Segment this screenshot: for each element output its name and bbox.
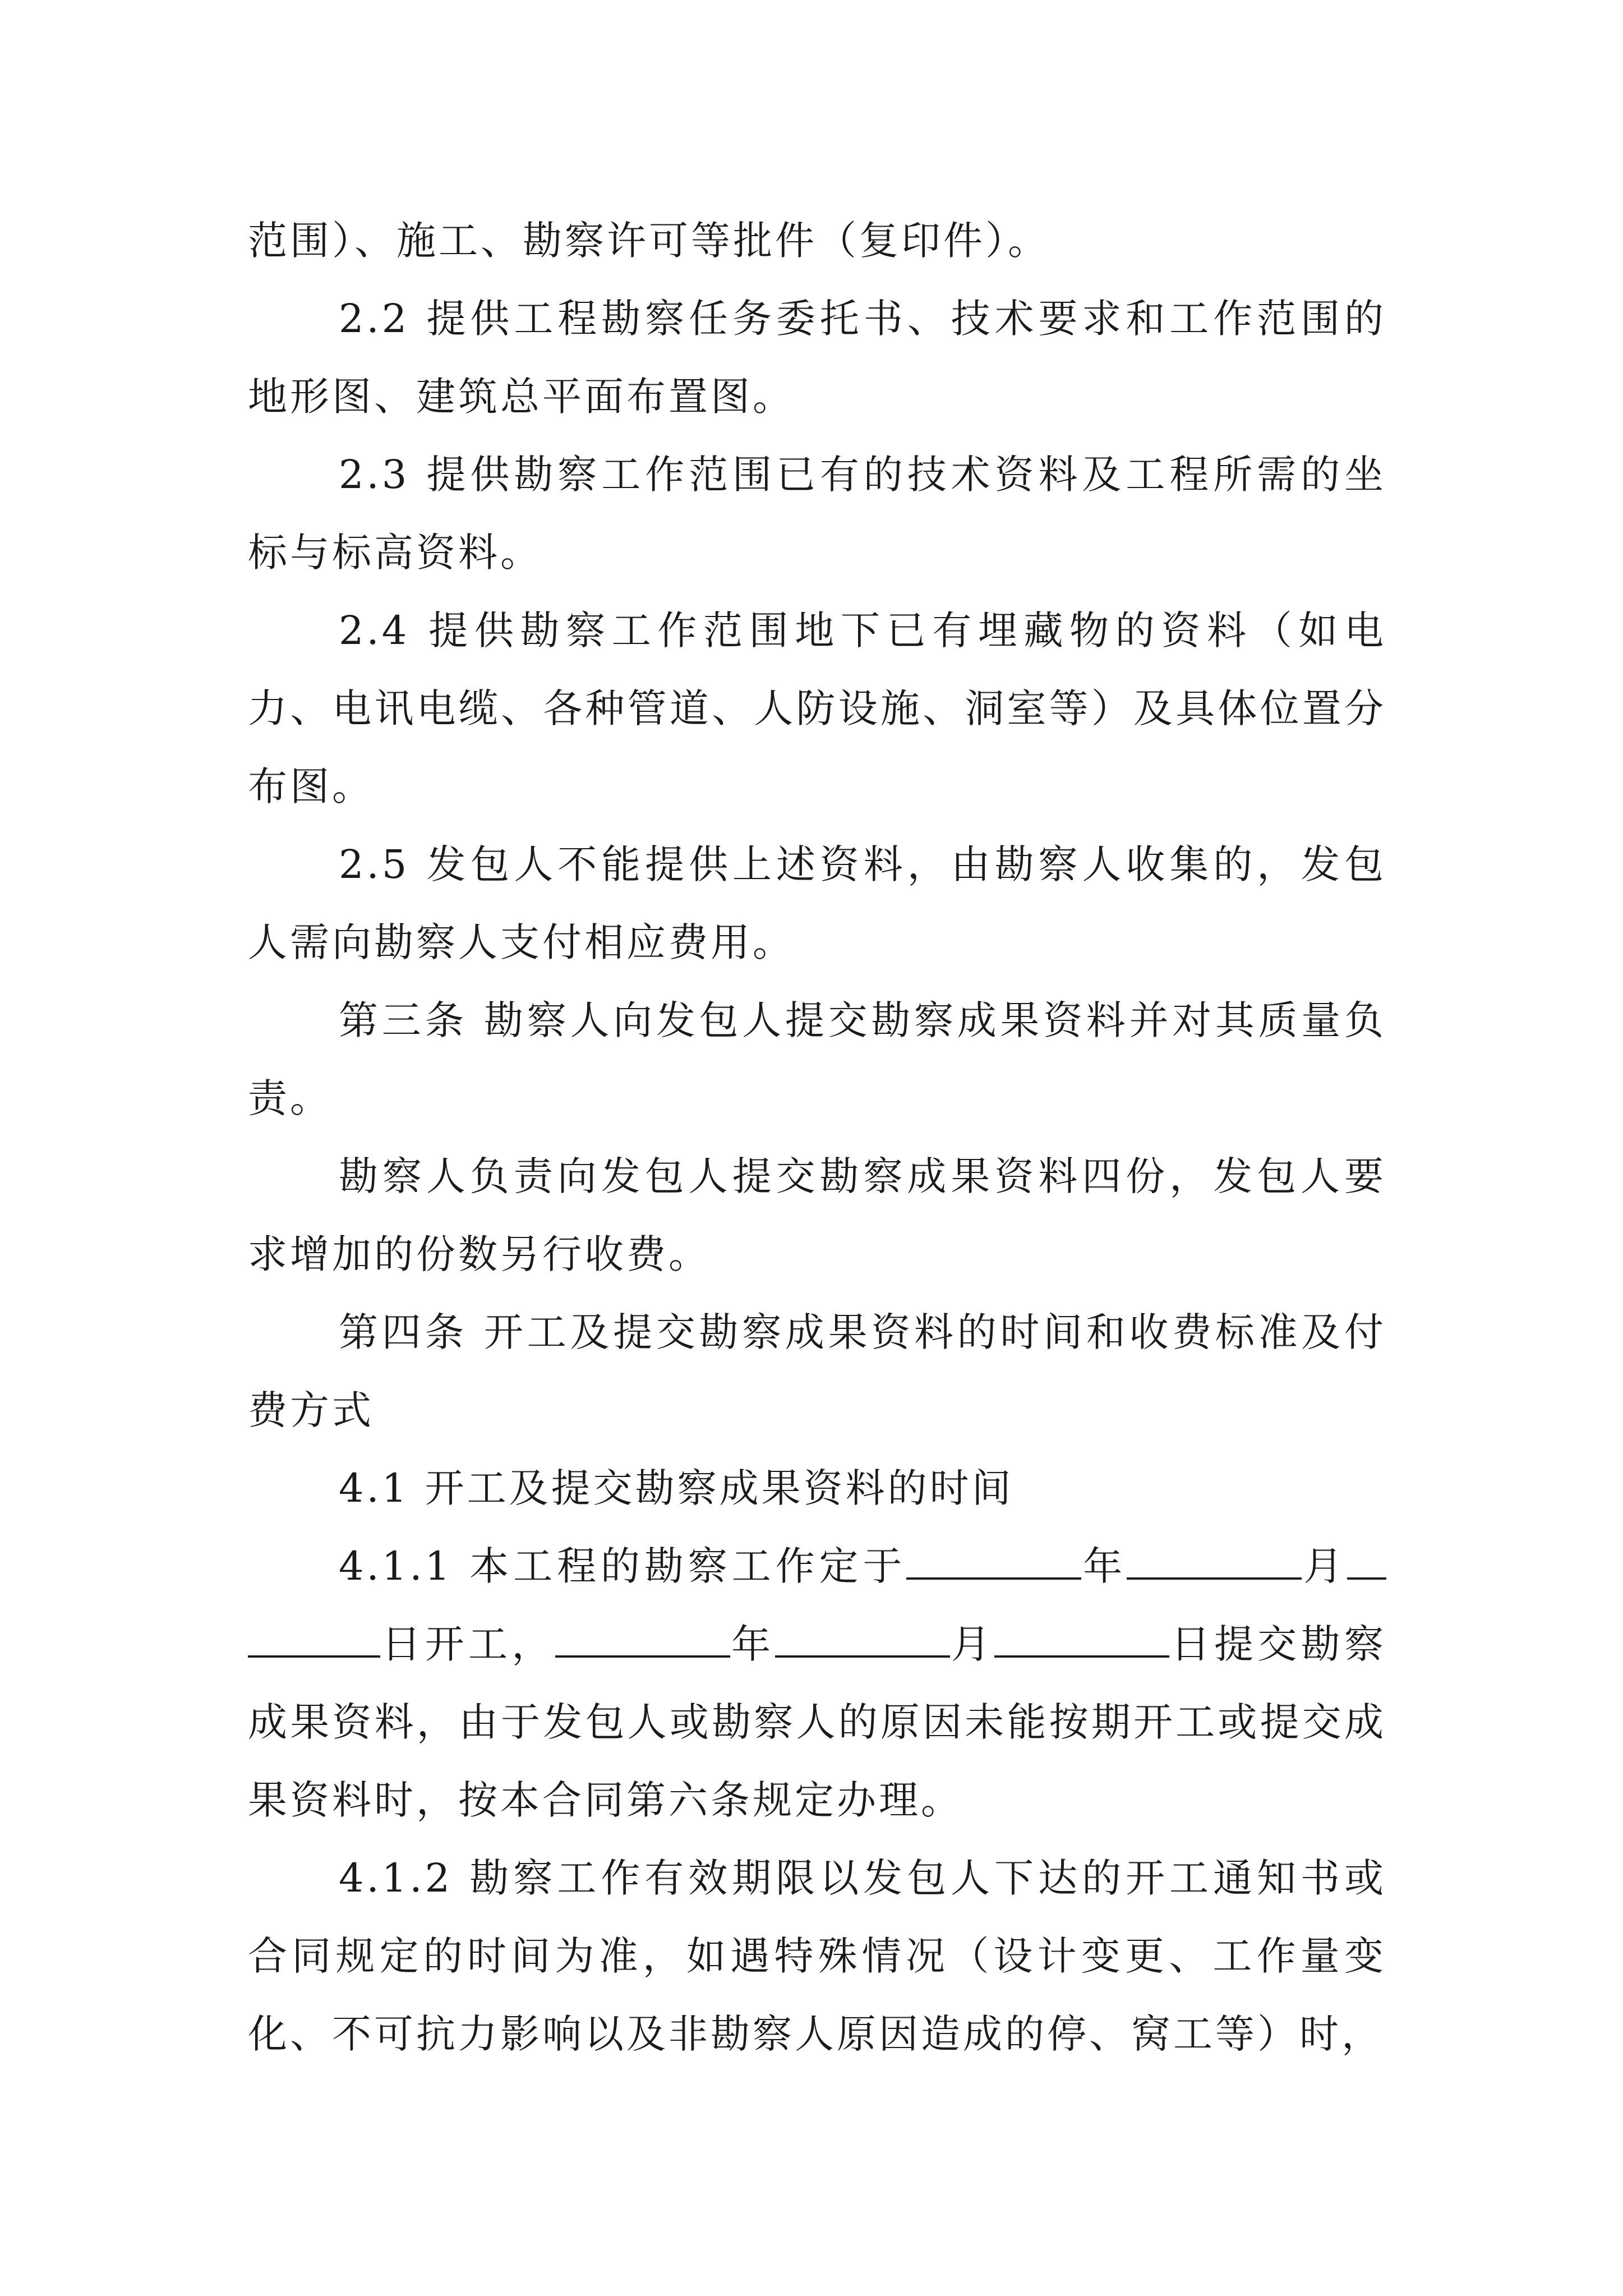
clause-2-5: 2.5 发包人不能提供上述资料，由勘察人收集的，发包人需向勘察人支付相应费用。 <box>248 841 1386 965</box>
start-year-blank[interactable] <box>906 1543 1081 1580</box>
submit-year-blank[interactable] <box>555 1621 730 1658</box>
submit-month-blank[interactable] <box>775 1621 950 1658</box>
document-body <box>248 202 1386 2073</box>
start-month-blank[interactable] <box>1127 1543 1302 1580</box>
clause-4-1-1-tail: 日提交勘察成果资料，由于发包人或勘察人的原因未能按期开工或提交成果资料时，按本合同第六条规定办理。 <box>248 1621 1387 1823</box>
start-day-label: 日开工， <box>380 1621 555 1667</box>
paragraph-continuation: 范围）、施工、勘察许可等批件（复印件）。 <box>248 218 1050 264</box>
month-label: 月 <box>1302 1543 1348 1589</box>
clause-4-1-1-lead: 4.1.1 本工程的勘察工作定于 <box>339 1543 907 1589</box>
clause-4-1-2: 4.1.2 勘察工作有效期限以发包人下达的开工通知书或合同规定的时间为准，如遇特殊情况（设计变更、工作量变化、不可抗力影响以及非勘察人原因造成的停、窝工等）时， <box>248 1855 1386 2057</box>
clause-2-3: 2.3 提供勘察工作范围已有的技术资料及工程所需的坐标与标高资料。 <box>248 452 1386 576</box>
submit-day-blank[interactable] <box>994 1621 1169 1658</box>
clause-2-2: 2.2 提供工程勘察任务委托书、技术要求和工作范围的地形图、建筑总平面布置图。 <box>248 296 1386 420</box>
clause-4-1-1 <box>248 1527 1386 1839</box>
submit-year-label: 年 <box>730 1621 775 1667</box>
clause-4-1: 4.1 开工及提交勘察成果资料的时间 <box>339 1465 1014 1511</box>
article-4-heading: 第四条 开工及提交勘察成果资料的时间和收费标准及付费方式 <box>248 1309 1386 1433</box>
clause-2-4: 2.4 提供勘察工作范围地下已有埋藏物的资料（如电力、电讯电缆、各种管道、人防设施、洞室等）及具体位置分布图。 <box>248 608 1386 809</box>
year-label: 年 <box>1081 1543 1127 1589</box>
submit-month-label: 月 <box>949 1621 995 1667</box>
article-3-heading: 第三条 勘察人向发包人提交勘察成果资料并对其质量负责。 <box>248 997 1386 1121</box>
start-day-blank-part2[interactable] <box>248 1621 380 1658</box>
start-day-blank-part1[interactable] <box>1347 1543 1386 1580</box>
article-3-body: 勘察人负责向发包人提交勘察成果资料四份，发包人要求增加的份数另行收费。 <box>248 1153 1386 1277</box>
